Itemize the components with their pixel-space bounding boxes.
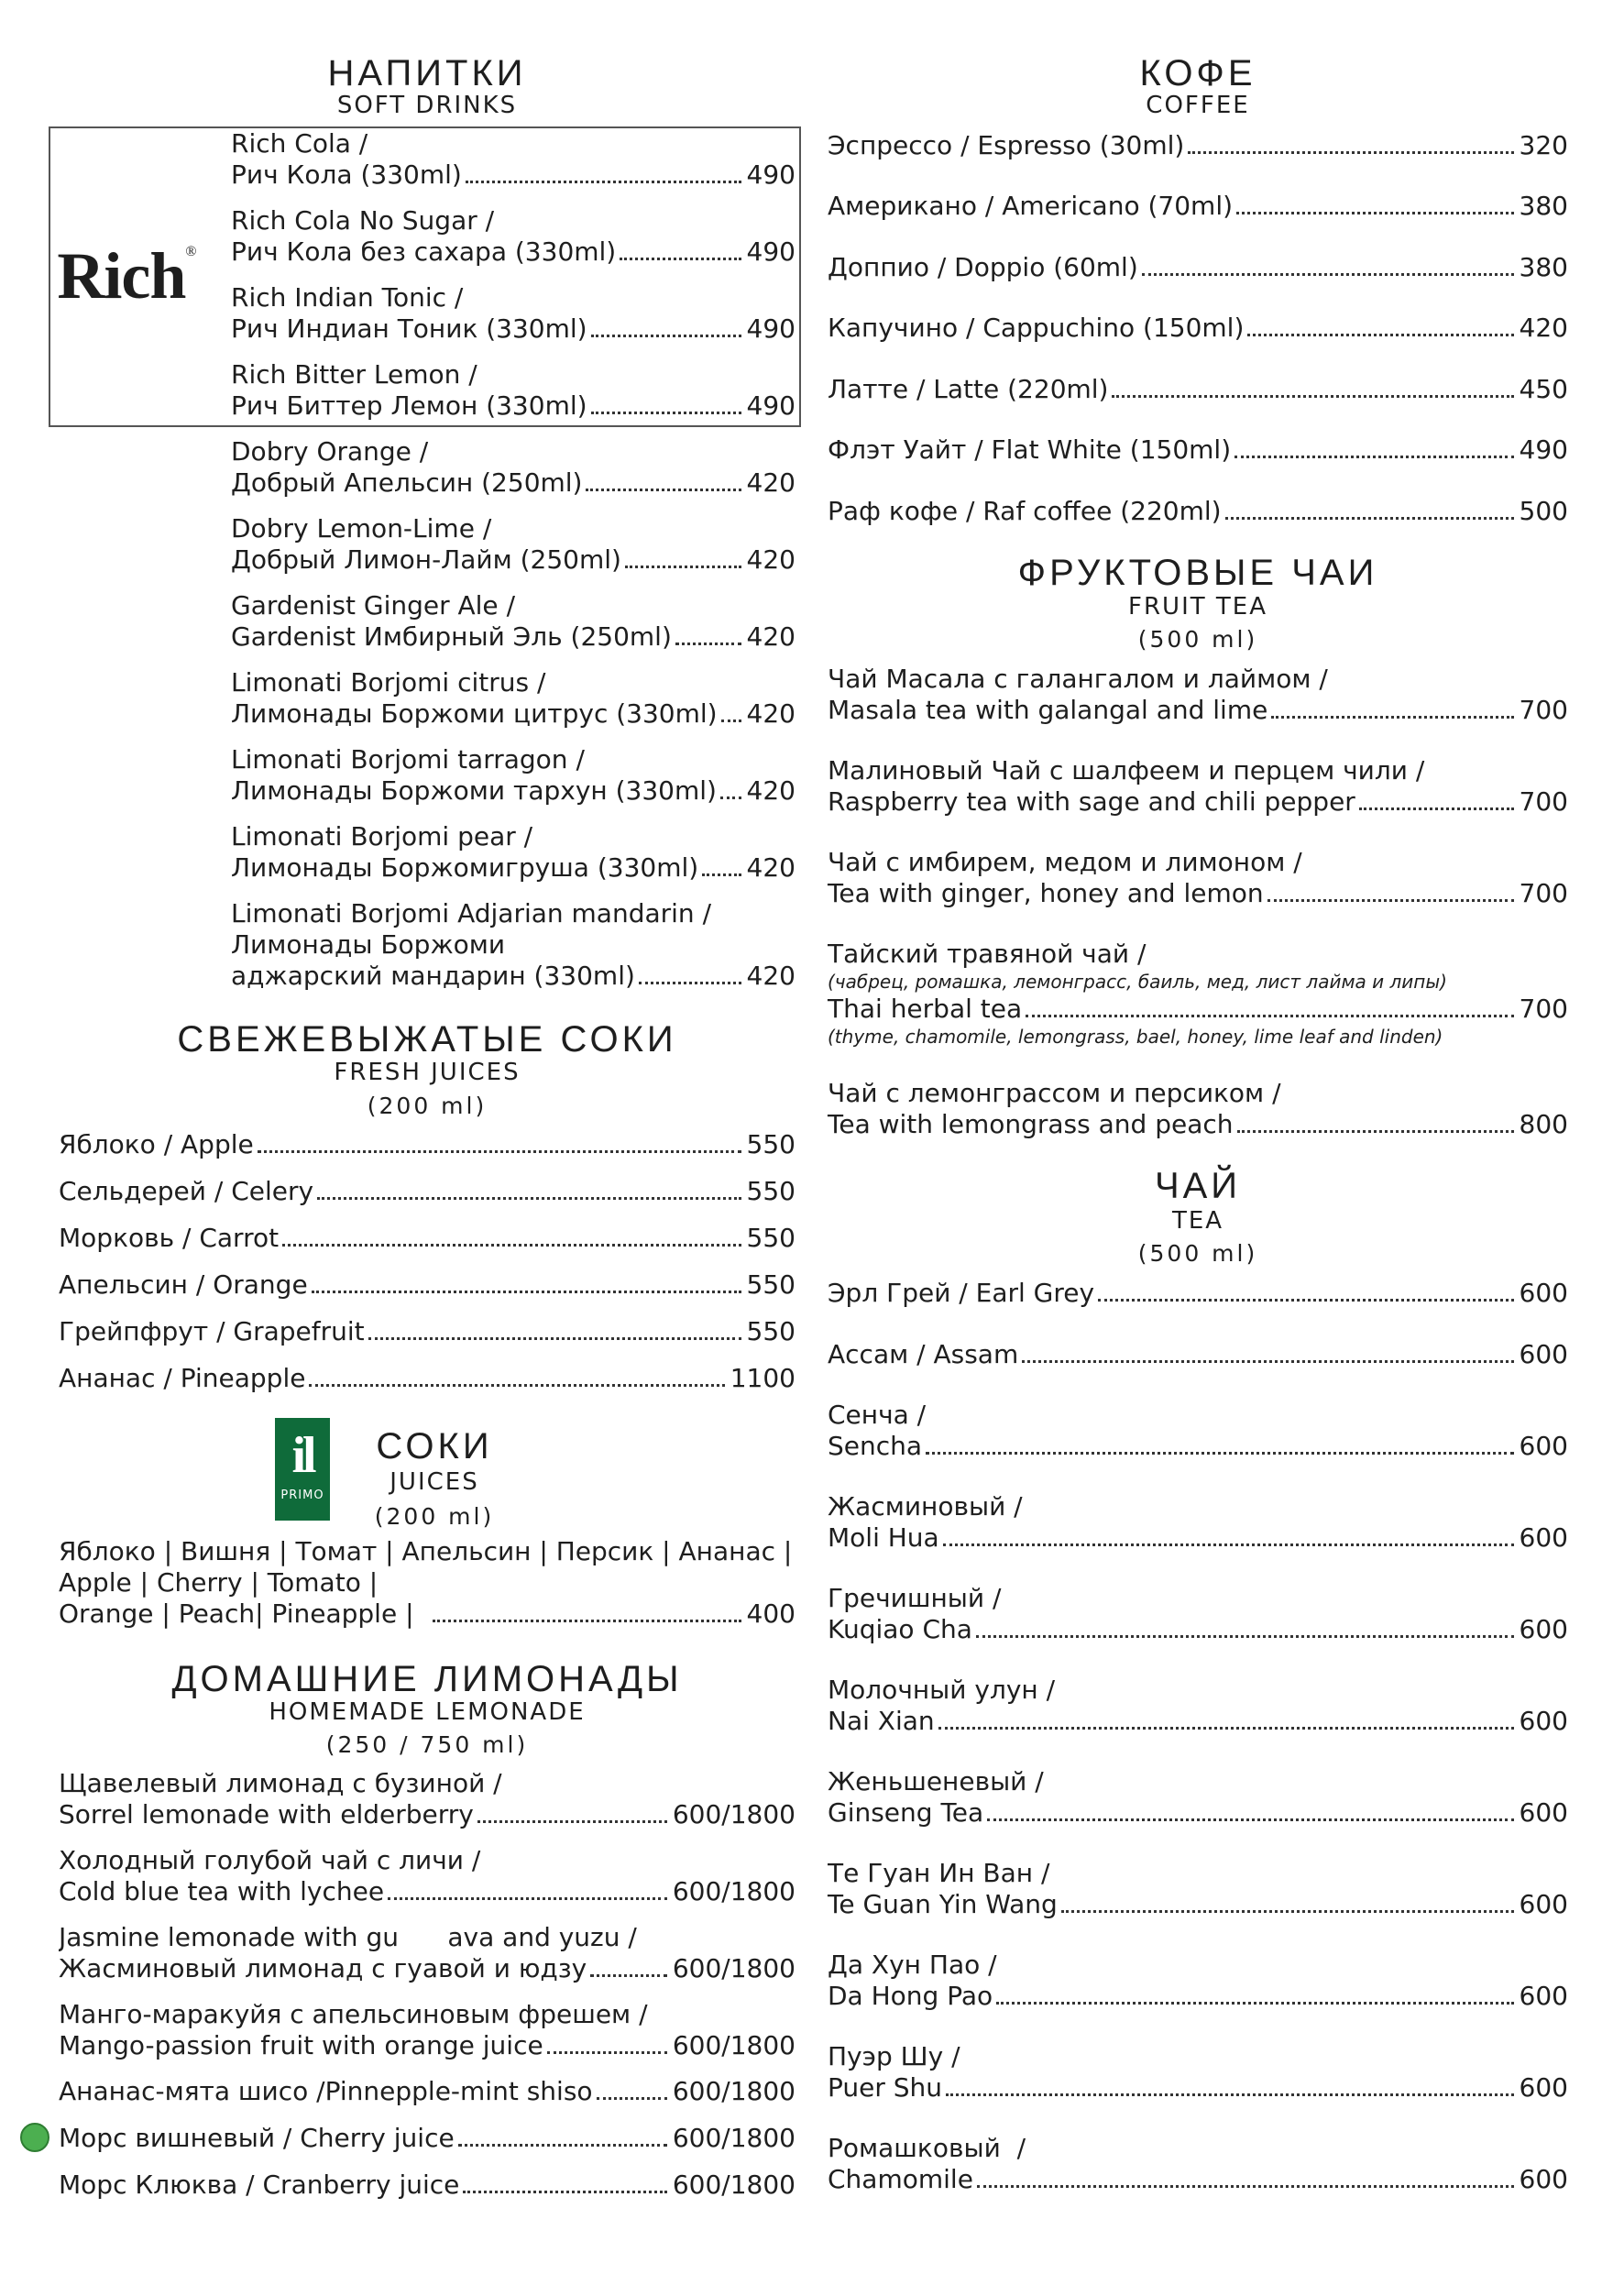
menu-item: Флэт Уайт / Flat White (150ml) 490	[828, 434, 1568, 465]
menu-item: Эрл Грей / Earl Grey 600	[828, 1278, 1568, 1308]
price: 420	[746, 698, 796, 729]
tea-title: ЧАЙ	[1154, 1166, 1242, 1206]
lemonade-subtitle: HOMEMADE LEMONADE	[269, 1698, 586, 1726]
price: 420	[746, 852, 796, 883]
menu-item: Жасминовый / Moli Hua 600	[828, 1491, 1568, 1553]
menu-item: Limonati Borjomi citrus / Лимонады Боржоми цитрус (330ml) 420	[231, 667, 796, 729]
price: 400	[746, 1598, 796, 1629]
menu-item: Женьшеневый / Ginseng Tea 600	[828, 1766, 1568, 1828]
price: 700	[1519, 695, 1568, 725]
menu-item: Апельсин / Orange 550	[59, 1269, 796, 1300]
price: 1100	[730, 1363, 796, 1393]
price: 450	[1519, 374, 1568, 404]
price: 420	[746, 467, 796, 498]
price: 600	[1519, 1278, 1568, 1308]
price: 550	[746, 1316, 796, 1346]
menu-item: Эспрессо / Espresso (30ml) 320	[828, 130, 1568, 160]
menu-item: Limonati Borjomi tarragon / Лимонады Боржоми тархун (330ml) 420	[231, 744, 796, 806]
menu-item: Морс Клюква / Cranberry juice 600/1800	[59, 2170, 796, 2200]
price: 700	[1519, 786, 1568, 817]
price: 490	[1519, 434, 1568, 465]
price: 600/1800	[672, 2170, 796, 2200]
menu-item: Чай с лемонграссом и персиком / Tea with lemongrass and peach 800	[828, 1078, 1568, 1139]
menu-item: Те Гуан Ин Ван / Te Guan Yin Wang 600	[828, 1858, 1568, 1919]
price: 600	[1519, 1339, 1568, 1369]
price: 550	[746, 1129, 796, 1159]
lemonade-size: (250 / 750 ml)	[325, 1731, 529, 1758]
price: 600	[1519, 1522, 1568, 1553]
menu-item: Пуэр Шу / Puer Shu 600	[828, 2041, 1568, 2103]
menu-item: Dobry Lemon-Lime / Добрый Лимон-Лайм (250ml) 420	[231, 513, 796, 575]
price: 500	[1519, 496, 1568, 526]
price: 490	[746, 236, 796, 267]
menu-item: Молочный улун / Nai Xian 600	[828, 1675, 1568, 1736]
menu-item: Щавелевый лимонад с бузиной / Sorrel lemonade with elderberry 600/1800	[59, 1768, 796, 1829]
menu-item: Холодный голубой чай с личи / Cold blue tea with lychee 600/1800	[59, 1845, 796, 1906]
fruit-tea-subtitle: FRUIT TEA	[1128, 593, 1267, 621]
menu-item: Jasmine lemonade with gu ava and yuzu / Жасминовый лимонад с гуавой и юдзу 600/1800	[59, 1922, 796, 1983]
price: 320	[1519, 130, 1568, 160]
price: 550	[746, 1176, 796, 1206]
price: 600/1800	[672, 2076, 796, 2106]
menu-item: Доппио / Doppio (60ml) 380	[828, 252, 1568, 282]
price: 420	[1519, 313, 1568, 343]
fruit-tea-title: ФРУКТОВЫЕ ЧАИ	[1017, 553, 1378, 593]
menu-item: Морс вишневый / Cherry juice 600/1800	[59, 2123, 796, 2154]
menu-item: Rich Indian Tonic / Рич Индиан Тоник (330ml) 490	[231, 282, 796, 344]
price: 600	[1519, 1706, 1568, 1736]
menu-item: Чай Масала с галангалом и лаймом / Masala tea with galangal and lime 700	[828, 664, 1568, 725]
menu-item: Ассам / Assam 600	[828, 1339, 1568, 1369]
price: 600	[1519, 1797, 1568, 1828]
menu-item: Капучино / Cappuchino (150ml) 420	[828, 313, 1568, 343]
menu-item: Американо / Americano (70ml) 380	[828, 191, 1568, 221]
juices-list: Яблоко | Вишня | Томат | Апельсин | Персик | Ананас | Apple | Cherry | Tomato | Orange | Peach| Pineapple | 400	[59, 1536, 796, 1629]
price: 600/1800	[672, 2123, 796, 2153]
price: 700	[1519, 994, 1568, 1024]
coffee-subtitle: COFFEE	[1146, 92, 1250, 119]
price: 490	[746, 390, 796, 421]
price: 600/1800	[672, 1876, 796, 1906]
price: 420	[746, 544, 796, 575]
fresh-subtitle: FRESH JUICES	[334, 1059, 521, 1086]
price: 420	[746, 775, 796, 806]
juices-title: СОКИ	[376, 1426, 493, 1467]
fruit-tea-size: (500 ml)	[1137, 626, 1258, 653]
juices-size: (200 ml)	[374, 1503, 495, 1530]
menu-item: Dobry Orange / Добрый Апельсин (250ml) 420	[231, 436, 796, 498]
menu-item: Манго-маракуйя с апельсиновым фрешем / Mango-passion fruit with orange juice 600/1800	[59, 1999, 796, 2060]
menu-item: Яблоко / Apple 550	[59, 1129, 796, 1159]
vegan-badge-icon	[20, 2123, 49, 2152]
price: 800	[1519, 1109, 1568, 1139]
price: 600/1800	[672, 2030, 796, 2060]
menu-item: Грейпфрут / Grapefruit 550	[59, 1316, 796, 1346]
menu-item: Сельдерей / Celery 550	[59, 1176, 796, 1206]
price: 380	[1519, 252, 1568, 282]
menu-item: Ананас-мята шисо /Pinnepple-mint shiso 600/1800	[59, 2076, 796, 2106]
price: 600/1800	[672, 1799, 796, 1829]
juices-subtitle: JUICES	[390, 1468, 479, 1496]
price: 700	[1519, 878, 1568, 908]
price: 600	[1519, 1431, 1568, 1461]
price: 380	[1519, 191, 1568, 221]
price: 600	[1519, 2072, 1568, 2103]
rich-logo: Rich®	[57, 239, 196, 313]
price: 420	[746, 621, 796, 652]
price: 600	[1519, 2164, 1568, 2194]
menu-item: Сенча / Sencha 600	[828, 1400, 1568, 1461]
price: 490	[746, 159, 796, 190]
drinks-subtitle: SOFT DRINKS	[336, 92, 518, 119]
menu-item: Limonati Borjomi pear / Лимонады Боржомигруша (330ml) 420	[231, 821, 796, 883]
menu-item: Чай с имбирем, медом и лимоном / Tea with ginger, honey and lemon 700	[828, 847, 1568, 908]
fresh-size: (200 ml)	[367, 1093, 488, 1119]
menu-item: Латте / Latte (220ml) 450	[828, 374, 1568, 404]
price: 600/1800	[672, 1953, 796, 1983]
tea-subtitle: TEA	[1171, 1207, 1224, 1235]
il-primo-logo: il PRIMO	[275, 1418, 330, 1521]
menu-item: Морковь / Carrot 550	[59, 1223, 796, 1253]
fresh-title: СВЕЖЕВЫЖАТЫЕ СОКИ	[177, 1019, 677, 1060]
lemonade-title: ДОМАШНИЕ ЛИМОНАДЫ	[171, 1659, 683, 1699]
menu-item: Тайский травяной чай / (чабрец, ромашка, лемонграсс, баиль, мед, лист лайма и липы) Thai herbal tea 700 (thyme, chamomile, lemongrass, bael, honey, lime leaf and linden)	[828, 939, 1568, 1048]
menu-item: Limonati Borjomi Adjarian mandarin / Лимонады Боржоми аджарский мандарин (330ml) 420	[231, 898, 796, 991]
menu-item: Малиновый Чай с шалфеем и перцем чили / Raspberry tea with sage and chili pepper 700	[828, 755, 1568, 817]
menu-item: Гречишный / Kuqiao Cha 600	[828, 1583, 1568, 1644]
menu-item: Да Хун Пао / Da Hong Pao 600	[828, 1950, 1568, 2011]
menu-item: Gardenist Ginger Ale / Gardenist Имбирный Эль (250ml) 420	[231, 590, 796, 652]
price: 550	[746, 1269, 796, 1300]
price: 600	[1519, 1614, 1568, 1644]
menu-item: Rich Cola No Sugar / Рич Кола без сахара (330ml) 490	[231, 205, 796, 267]
menu-item: Ромашковый / Chamomile 600	[828, 2133, 1568, 2194]
menu-item: Rich Cola / Рич Кола (330ml) 490	[231, 128, 796, 190]
price: 420	[746, 961, 796, 991]
menu-item: Rich Bitter Lemon / Рич Биттер Лемон (330ml) 490	[231, 359, 796, 421]
drinks-title: НАПИТКИ	[327, 53, 527, 93]
price: 600	[1519, 1889, 1568, 1919]
tea-size: (500 ml)	[1137, 1240, 1258, 1267]
coffee-title: КОФЕ	[1139, 53, 1256, 93]
menu-item: Раф кофе / Raf coffee (220ml) 500	[828, 496, 1568, 526]
price: 550	[746, 1223, 796, 1253]
price: 600	[1519, 1981, 1568, 2011]
price: 490	[746, 313, 796, 344]
menu-item: Ананас / Pineapple 1100	[59, 1363, 796, 1393]
